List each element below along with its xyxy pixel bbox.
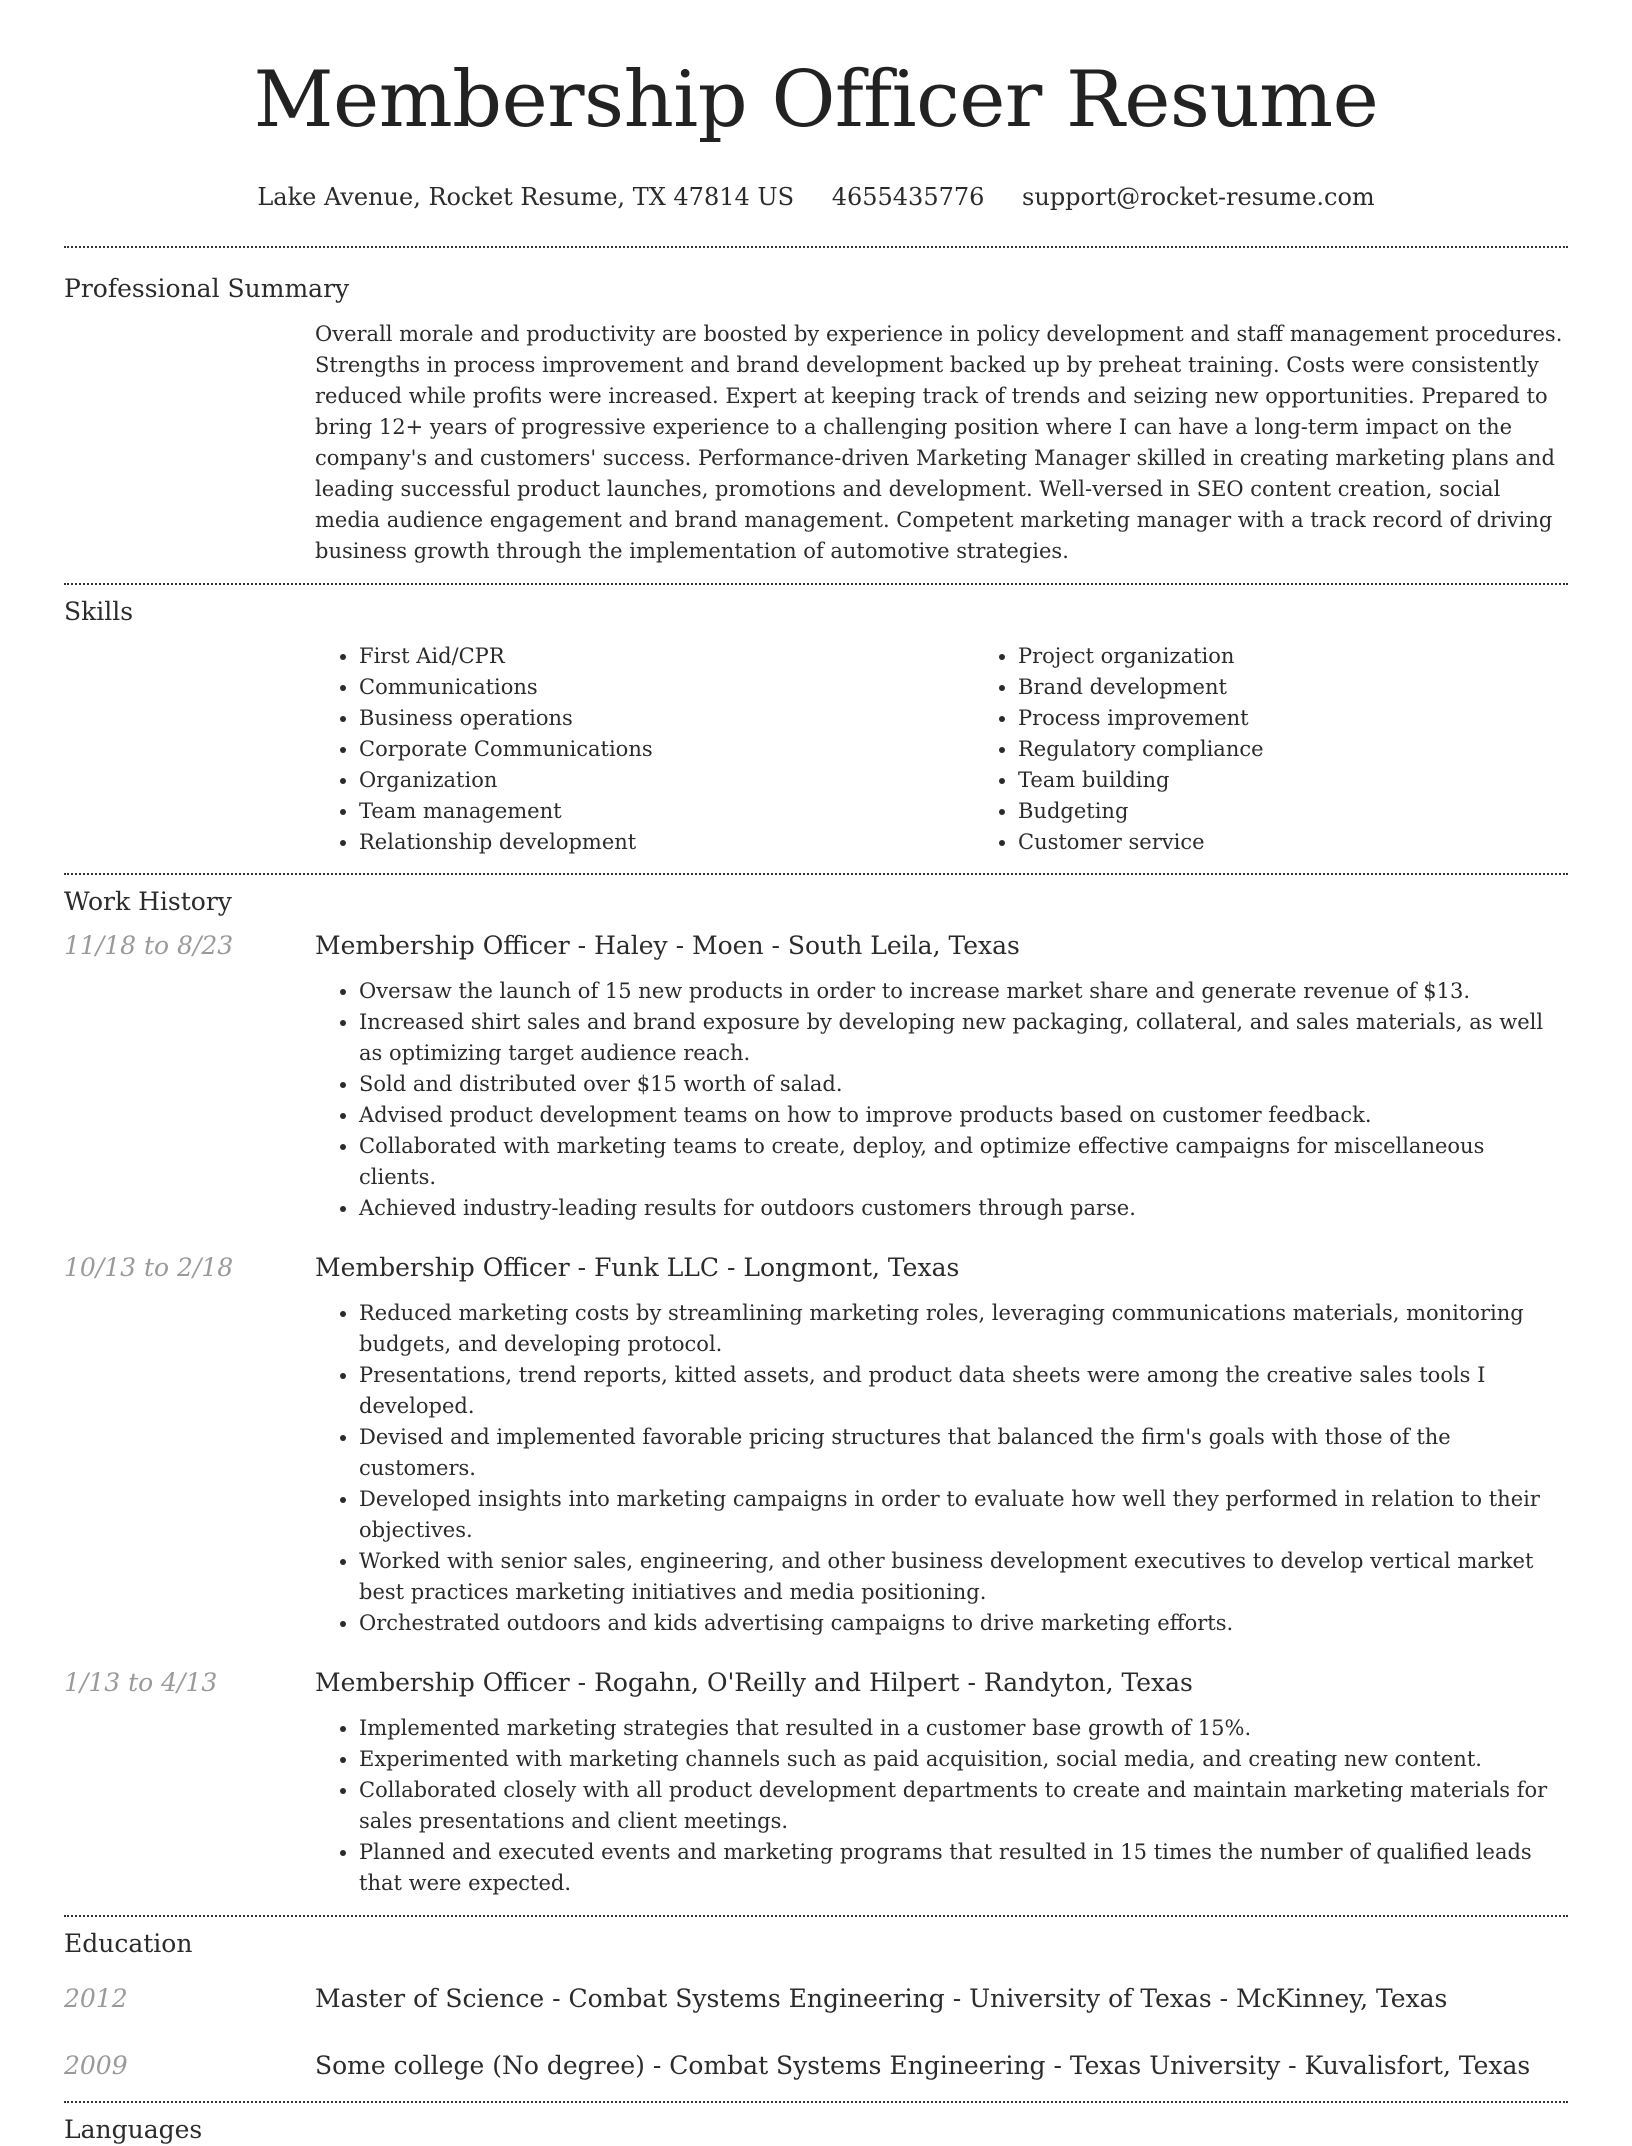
section-title-education: Education: [64, 1929, 193, 1958]
skills-column-right: [974, 641, 1632, 858]
skill-item: • Corporate Communications: [359, 734, 974, 765]
skill-item: • Regulatory compliance: [1018, 734, 1632, 765]
job-title: Membership Officer - Haley - Moen - South Leila, Texas: [315, 931, 1020, 960]
job-bullet: • Collaborated closely with all product development departments to create and maintain marketing materials for sales presentations and client meetings.: [359, 1775, 1568, 1837]
job-bullet: • Experimented with marketing channels such as paid acquisition, social media, and creating new content.: [359, 1744, 1568, 1775]
job-dates: 11/18 to 8/23: [64, 931, 234, 960]
skill-item: • Process improvement: [1018, 703, 1632, 734]
skill-item: • Team management: [359, 796, 974, 827]
education-entry: [64, 1982, 1568, 2016]
job-dates: 10/13 to 2/18: [64, 1253, 234, 1282]
job-dates: 1/13 to 4/13: [64, 1668, 218, 1697]
divider: [64, 246, 1568, 248]
job-bullet: • Orchestrated outdoors and kids advertising campaigns to drive marketing efforts.: [359, 1608, 1568, 1639]
skill-item: • Customer service: [1018, 827, 1632, 858]
job-bullet: • Achieved industry-leading results for outdoors customers through parse.: [359, 1193, 1568, 1224]
skill-item: • Brand development: [1018, 672, 1632, 703]
job-bullet: • Presentations, trend reports, kitted assets, and product data sheets were among the creative sales tools I developed.: [359, 1360, 1568, 1422]
job-bullet: • Developed insights into marketing campaigns in order to evaluate how well they performed in relation to their objectives.: [359, 1484, 1568, 1546]
skill-item: • Budgeting: [1018, 796, 1632, 827]
job-bullet: • Implemented marketing strategies that resulted in a customer base growth of 15%.: [359, 1713, 1568, 1744]
section-title-skills: Skills: [64, 597, 134, 626]
job-entry: [64, 1251, 1568, 1639]
contact-line: [64, 182, 1568, 212]
summary-text: Overall morale and productivity are boosted by experience in policy development and staff management procedures. Strengths in process improvement and brand development backed up by preheat training. Costs were consistently reduced while profits were increased. Expert at keeping track of trends and seizing new opportunities. Prepared to bring 12+ years of progressive experience to a challenging position where I can have a long-term impact on the company's and customers' success. Performance-driven Marketing Manager skilled in creating marketing plans and leading successful product launches, promotions and development. Well-versed in SEO content creation, social media audience engagement and brand management. Competent marketing manager with a track record of driving business growth through the implementation of automotive strategies.: [315, 322, 1563, 563]
resume-page: [64, 0, 1568, 2146]
job-bullet: • Oversaw the launch of 15 new products in order to increase market share and generate revenue of $13.: [359, 976, 1568, 1007]
job-bullet: • Devised and implemented favorable pricing structures that balanced the firm's goals with those of the customers.: [359, 1422, 1568, 1484]
section-title-work: Work History: [64, 887, 232, 916]
skill-item: • Relationship development: [359, 827, 974, 858]
education-year: 2009: [64, 2051, 128, 2080]
education-year: 2012: [64, 1984, 128, 2013]
skill-item: • Business operations: [359, 703, 974, 734]
job-title: Membership Officer - Rogahn, O'Reilly and Hilpert - Randyton, Texas: [315, 1668, 1193, 1697]
job-bullet: • Sold and distributed over $15 worth of salad.: [359, 1069, 1568, 1100]
skill-item: • First Aid/CPR: [359, 641, 974, 672]
skill-item: • Team building: [1018, 765, 1632, 796]
resume-title: Membership Officer Resume: [253, 55, 1379, 145]
divider: [64, 2101, 1568, 2103]
skill-item: • Organization: [359, 765, 974, 796]
contact-address: Lake Avenue, Rocket Resume, TX 47814 US: [257, 183, 795, 211]
contact-email: support@rocket-resume.com: [1022, 183, 1375, 211]
job-bullet: • Planned and executed events and marketing programs that resulted in 15 times the number of qualified leads that were expected.: [359, 1837, 1568, 1899]
job-bullet: • Reduced marketing costs by streamlining marketing roles, leveraging communications materials, monitoring budgets, and developing protocol.: [359, 1298, 1568, 1360]
job-bullets: [315, 1298, 1568, 1639]
job-bullet: • Advised product development teams on how to improve products based on customer feedback.: [359, 1100, 1568, 1131]
job-entry: [64, 929, 1568, 1224]
job-bullets: [315, 1713, 1568, 1899]
education-degree: Some college (No degree) - Combat Systems Engineering - Texas University - Kuvalisfort, Texas: [315, 2051, 1531, 2080]
divider: [64, 583, 1568, 585]
education-degree: Master of Science - Combat Systems Engineering - University of Texas - McKinney, Texas: [315, 1984, 1448, 2013]
skills-column-left: [315, 641, 974, 858]
job-bullet: • Increased shirt sales and brand exposure by developing new packaging, collateral, and sales materials, as well as optimizing target audience reach.: [359, 1007, 1568, 1069]
skills-list: [315, 641, 1632, 858]
divider: [64, 1915, 1568, 1917]
skill-item: • Project organization: [1018, 641, 1632, 672]
job-title: Membership Officer - Funk LLC - Longmont, Texas: [315, 1253, 960, 1282]
divider: [64, 873, 1568, 875]
section-title-languages: Languages: [64, 2115, 203, 2144]
job-bullets: [315, 976, 1568, 1224]
job-entry: [64, 1666, 1568, 1899]
skill-item: • Communications: [359, 672, 974, 703]
job-bullet: • Worked with senior sales, engineering, and other business development executives to develop vertical market best practices marketing initiatives and media positioning.: [359, 1546, 1568, 1608]
section-title-summary: Professional Summary: [64, 274, 350, 303]
education-entry: [64, 2049, 1568, 2083]
job-bullet: • Collaborated with marketing teams to create, deploy, and optimize effective campaigns for miscellaneous clients.: [359, 1131, 1568, 1193]
contact-phone: 4655435776: [831, 183, 985, 211]
